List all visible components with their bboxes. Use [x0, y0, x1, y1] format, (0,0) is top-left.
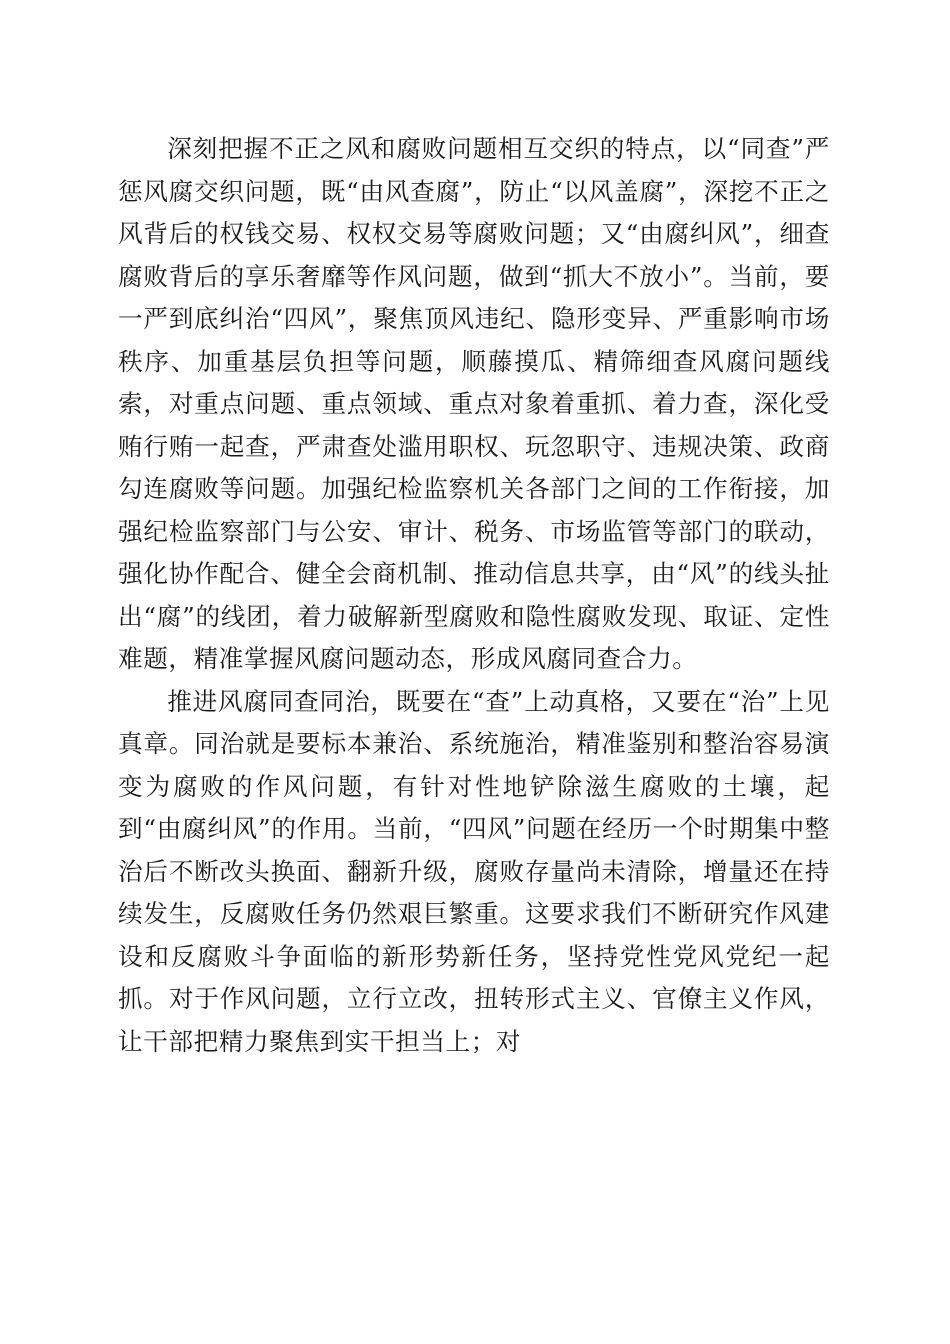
paragraph: 深刻把握不正之风和腐败问题相互交织的特点，以“同查”严惩风腐交织问题，既“由风查腐”，防止“以风盖腐”，深挖不正之风背后的权钱交易、权权交易等腐败问题；又“由腐纠风”，细查腐败背后的享乐奢靡等作风问题，做到“抓大不放小”。当前，要一严到底纠治“四风”，聚焦顶风违纪、隐形变异、严重影响市场秩序、加重基层负担等问题，顺藤摸瓜、精筛细查风腐问题线索，对重点问题、重点领域、重点对象着重抓、着力查，深化受贿行贿一起查，严肃查处滥用职权、玩忽职守、违规决策、政商勾连腐败等问题。加强纪检监察机关各部门之间的工作衔接，加强纪检监察部门与公安、审计、税务、市场监管等部门的联动，强化协作配合、健全会商机制、推动信息共享，由“风”的线头扯出“腐”的线团，着力破解新型腐败和隐性腐败发现、取证、定性难题，精准掌握风腐问题动态，形成风腐同查合力。 [118, 134, 830, 673]
document-body [118, 128, 830, 1063]
paragraph: 推进风腐同查同治，既要在“查”上动真格，又要在“治”上见真章。同治就是要标本兼治、系统施治，精准鉴别和整治容易演变为腐败的作风问题，有针对性地铲除滋生腐败的土壤，起到“由腐纠风”的作用。当前，“四风”问题在经历一个时期集中整治后不断改头换面、翻新升级，腐败存量尚未清除，增量还在持续发生，反腐败任务仍然艰巨繁重。这要求我们不断研究作风建设和反腐败斗争面临的新形势新任务，坚持党性党风党纪一起抓。对于作风问题，立行立改，扭转形式主义、官僚主义作风，让干部把精力聚焦到实干担当上；对 [118, 686, 830, 1056]
